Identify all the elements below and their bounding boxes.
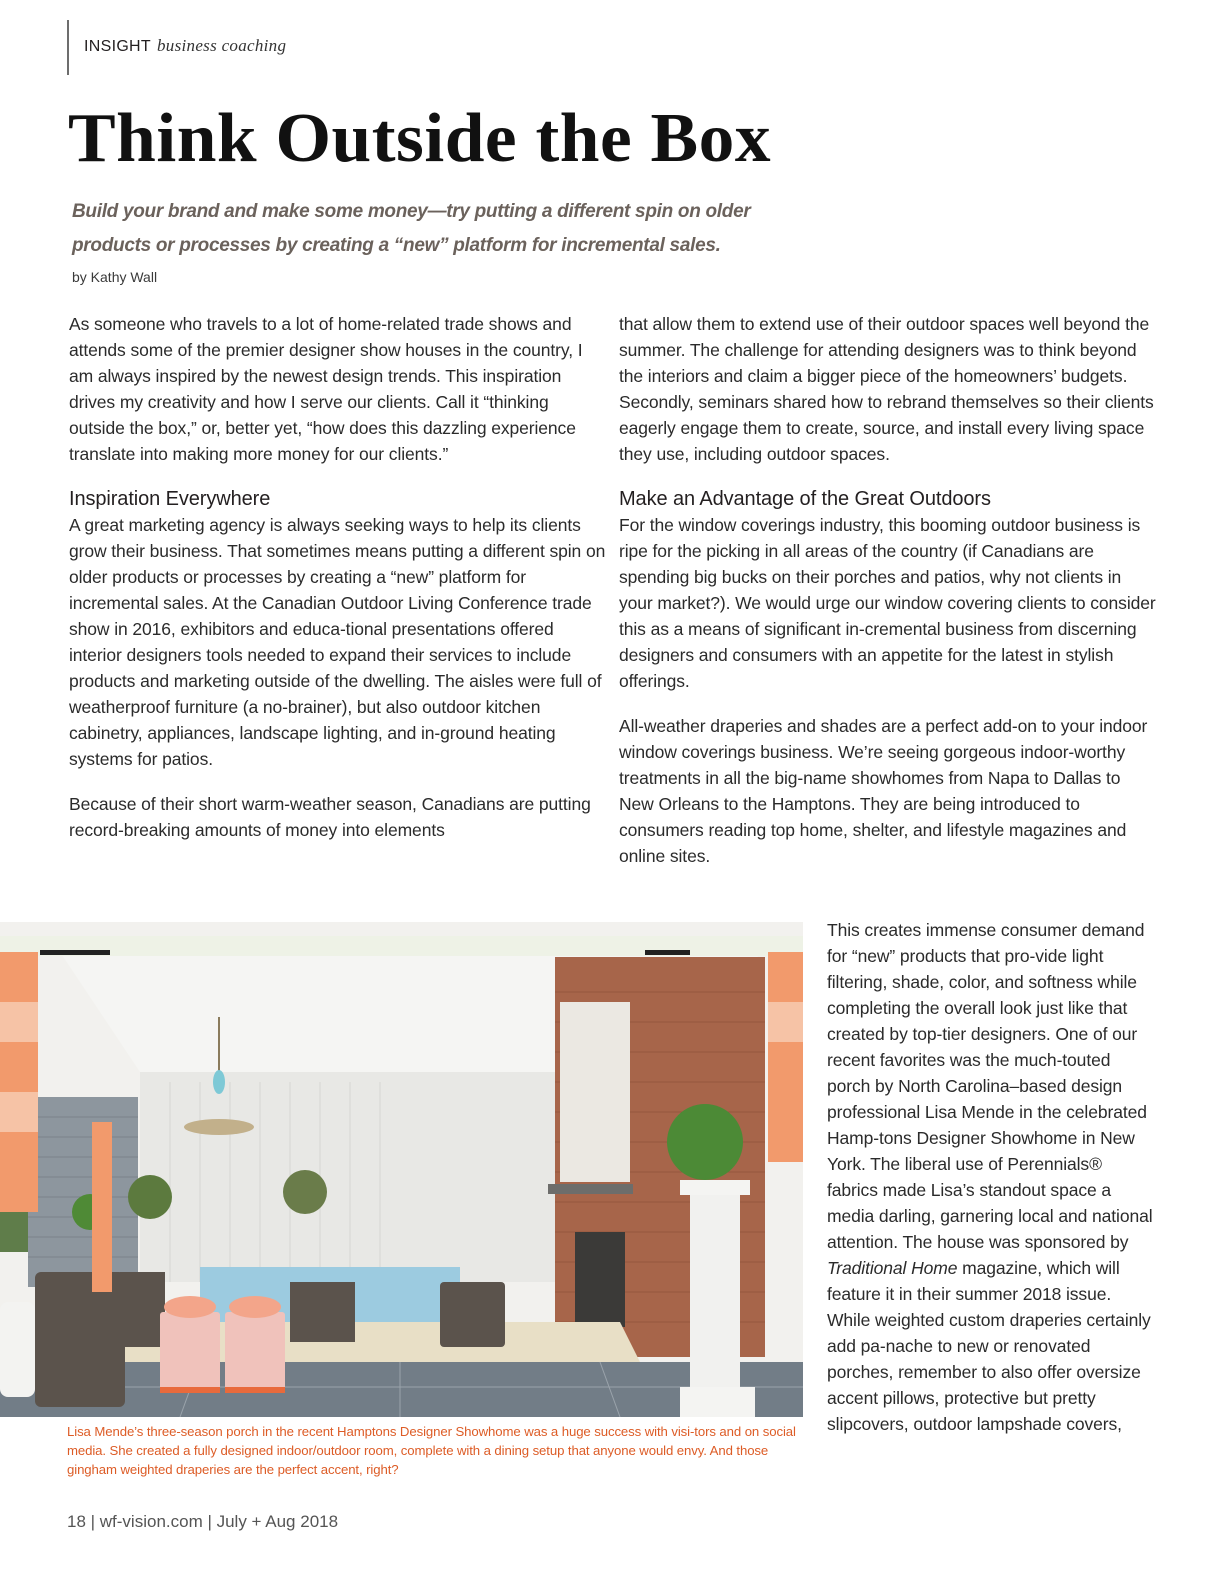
section-subtitle: business coaching: [157, 36, 287, 55]
photo-caption: Lisa Mende’s three-season porch in the recent Hamptons Designer Showhome was a huge success with visi-tors and on social media. She created a fully designed indoor/outdoor room, complete with a dining setup that anyone would envy. And those gingham weighted draperies are the perfect accent, right?: [67, 1424, 796, 1477]
section-heading: Make an Advantage of the Great Outdoors: [619, 488, 991, 510]
body-text: This creates immense consumer demand for “new” products that pro-vide light filtering, shade, color, and softness while completing the overall look just like that created by top-tier designers. One of our recent favorites was the much-touted porch by North Carolina–based design professional Lisa Mende in the celebrated Hamp-tons Designer Showhome in New York. The liberal use of Perennials® fabrics made Lisa’s standout space a media darling, garnering local and national attention. The house was sponsored by: [827, 920, 1153, 1252]
column-right: [619, 311, 1159, 869]
body-paragraph: that allow them to extend use of their outdoor spaces well beyond the summer. The challenge for attending designers was to think beyond the interiors and claim a bigger piece of the homeowners’ budgets. Secondly, seminars shared how to rebrand themselves so their clients eagerly engage them to create, source, and install every living space they use, including outdoor spaces.: [619, 314, 1154, 464]
column-narrow: [827, 917, 1157, 1437]
column-left: [69, 311, 609, 843]
body-paragraph: A great marketing agency is always seeking ways to help its clients grow their business. That sometimes means putting a different spin on older products or processes by creating a “new” platform for incremental sales. At the Canadian Outdoor Living Conference trade show in 2016, exhibitors and educa-tional presentations offered interior designers tools needed to expand their services to include products and marketing outside of the dwelling. The aisles were full of weatherproof furniture (a no-brainer), but also outdoor kitchen cabinetry, appliances, landscape lighting, and in-ground heating systems for patios.: [69, 515, 606, 769]
magazine-name: Traditional Home: [827, 1258, 958, 1278]
porch-photo: [0, 922, 803, 1417]
porch-illustration: [0, 922, 803, 1417]
page-folio: 18 | wf-vision.com | July + Aug 2018: [67, 1512, 339, 1531]
section-divider: [67, 20, 69, 75]
article-dek: Build your brand and make some money—try putting a different spin on older products or processes by creating a “new” platform for incremental sales.: [72, 201, 751, 256]
article-title: Think Outside the Box: [68, 100, 772, 177]
section-heading: Inspiration Everywhere: [69, 488, 271, 510]
body-paragraph: Because of their short warm-weather season, Canadians are putting record-breaking amounts of money into elements: [69, 794, 591, 840]
byline: by Kathy Wall: [72, 269, 158, 285]
section-kicker: INSIGHT: [84, 38, 151, 55]
body-paragraph: All-weather draperies and shades are a perfect add-on to your indoor window coverings business. We’re seeing gorgeous indoor-worthy treatments in all the big-name showhomes from Napa to Dallas to New Orleans to the Hamptons. They are being introduced to consumers reading top home, shelter, and lifestyle magazines and online sites.: [619, 716, 1148, 866]
body-paragraph: [827, 917, 1157, 1437]
section-label: [84, 36, 286, 56]
body-paragraph: For the window coverings industry, this booming outdoor business is ripe for the picking in all areas of the country (if Canadians are spending big bucks on their porches and patios, why not clients in your market?). We would urge our window covering clients to consider this as a means of significant in-cremental business from discerning designers and consumers with an appetite for the latest in stylish offerings.: [619, 515, 1156, 691]
body-text: magazine, which will feature it in their summer 2018 issue. While weighted custom draperies certainly add pa-nache to new or renovated porches, remember to also offer oversize accent pillows, protective but pretty slipcovers, outdoor lampshade covers,: [827, 1258, 1151, 1434]
intro-paragraph: As someone who travels to a lot of home-related trade shows and attends some of the premier designer show houses in the country, I am always inspired by the newest design trends. This inspiration drives my creativity and how I serve our clients. Call it “thinking outside the box,” or, better yet, “how does this dazzling experience translate into making more money for our clients.”: [69, 314, 583, 464]
